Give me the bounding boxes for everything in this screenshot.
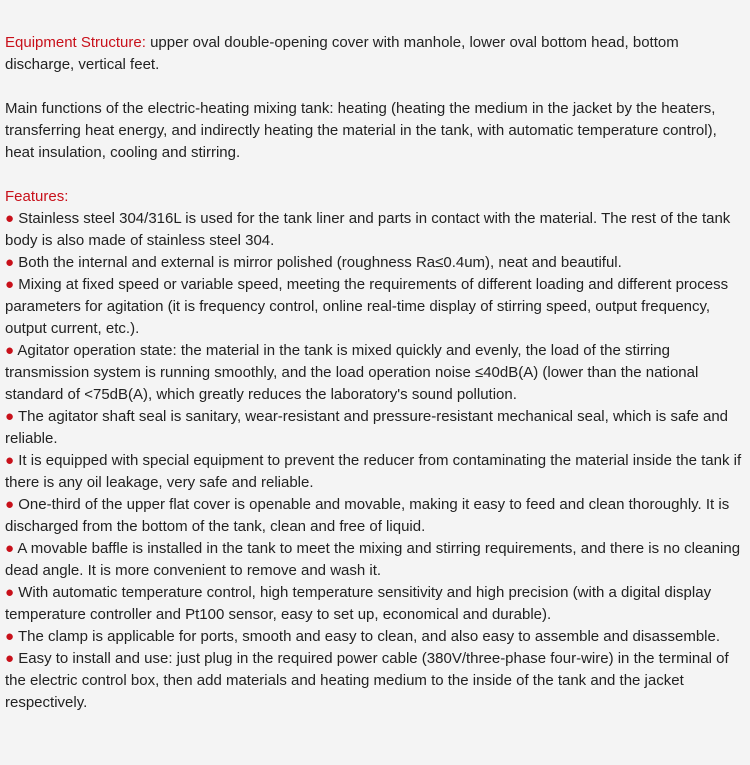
feature-item bbox=[5, 274, 750, 340]
feature-item bbox=[5, 340, 750, 406]
feature-text: Stainless steel 304/316L is used for the tank liner and parts in contact with the material. The rest of the tank body is also made of stainless steel 304. bbox=[5, 210, 731, 249]
paragraph-gap bbox=[5, 164, 750, 186]
bullet-icon: ● bbox=[5, 452, 19, 469]
feature-item bbox=[5, 626, 750, 648]
feature-item bbox=[5, 538, 750, 582]
bullet-icon: ● bbox=[5, 210, 19, 227]
feature-item bbox=[5, 450, 750, 494]
bullet-icon: ● bbox=[5, 496, 19, 513]
features-heading: Features: bbox=[5, 188, 69, 205]
equipment-structure-label: Equipment Structure: bbox=[5, 34, 146, 51]
feature-text: With automatic temperature control, high temperature sensitivity and high precision (with a digital display temperature controller and Pt100 sensor, easy to set up, economical and durable). bbox=[5, 584, 712, 623]
feature-item bbox=[5, 582, 750, 626]
bullet-icon: ● bbox=[5, 254, 19, 271]
feature-item bbox=[5, 494, 750, 538]
bullet-icon: ● bbox=[5, 408, 18, 425]
feature-item bbox=[5, 648, 750, 714]
bullet-icon: ● bbox=[5, 540, 18, 557]
bullet-icon: ● bbox=[5, 628, 18, 645]
bullet-icon: ● bbox=[5, 584, 19, 601]
feature-text: The agitator shaft seal is sanitary, wear-resistant and pressure-resistant mechanical seal, which is safe and reliable. bbox=[5, 408, 729, 447]
feature-text: Both the internal and external is mirror polished (roughness Ra≤0.4um), neat and beautiful. bbox=[18, 254, 622, 271]
feature-text: Agitator operation state: the material in the tank is mixed quickly and evenly, the load of the stirring transmission system is running smoothly, and the load operation noise ≤40dB(A) (lower than the national standard of <75dB(A), which greatly reduces the laboratory's sound pollution. bbox=[5, 342, 699, 403]
feature-text: Easy to install and use: just plug in the required power cable (380V/three-phase four-wire) in the terminal of the electric control box, then add materials and heating medium to the inside of the tank and the jacket respectively. bbox=[5, 650, 729, 711]
features-list bbox=[5, 208, 750, 714]
feature-item bbox=[5, 252, 750, 274]
equipment-structure-text: upper oval double-opening cover with manhole, lower oval bottom head, bottom discharge, vertical feet. bbox=[5, 34, 679, 73]
feature-item bbox=[5, 406, 750, 450]
feature-text: Mixing at fixed speed or variable speed, meeting the requirements of different loading and different process parameters for agitation (it is frequency control, online real-time display of stirring speed, output frequency, output current, etc.). bbox=[5, 276, 729, 337]
equipment-structure-paragraph bbox=[5, 32, 750, 76]
bullet-icon: ● bbox=[5, 342, 18, 359]
feature-item bbox=[5, 208, 750, 252]
feature-text: One-third of the upper flat cover is openable and movable, making it easy to feed and clean thoroughly. It is discharged from the bottom of the tank, clean and free of liquid. bbox=[5, 496, 730, 535]
paragraph-gap bbox=[5, 76, 750, 98]
bullet-icon: ● bbox=[5, 276, 19, 293]
main-functions-paragraph: Main functions of the electric-heating mixing tank: heating (heating the medium in the jacket by the heaters, transferring heat energy, and indirectly heating the material in the tank, with automatic temperature control), heat insulation, cooling and stirring. bbox=[5, 100, 717, 161]
bullet-icon: ● bbox=[5, 650, 19, 667]
feature-text: It is equipped with special equipment to prevent the reducer from contaminating the material inside the tank if there is any oil leakage, very safe and reliable. bbox=[5, 452, 742, 491]
feature-text: A movable baffle is installed in the tank to meet the mixing and stirring requirements, and there is no cleaning dead angle. It is more convenient to remove and wash it. bbox=[5, 540, 741, 579]
feature-text: The clamp is applicable for ports, smooth and easy to clean, and also easy to assemble and disassemble. bbox=[17, 628, 721, 645]
